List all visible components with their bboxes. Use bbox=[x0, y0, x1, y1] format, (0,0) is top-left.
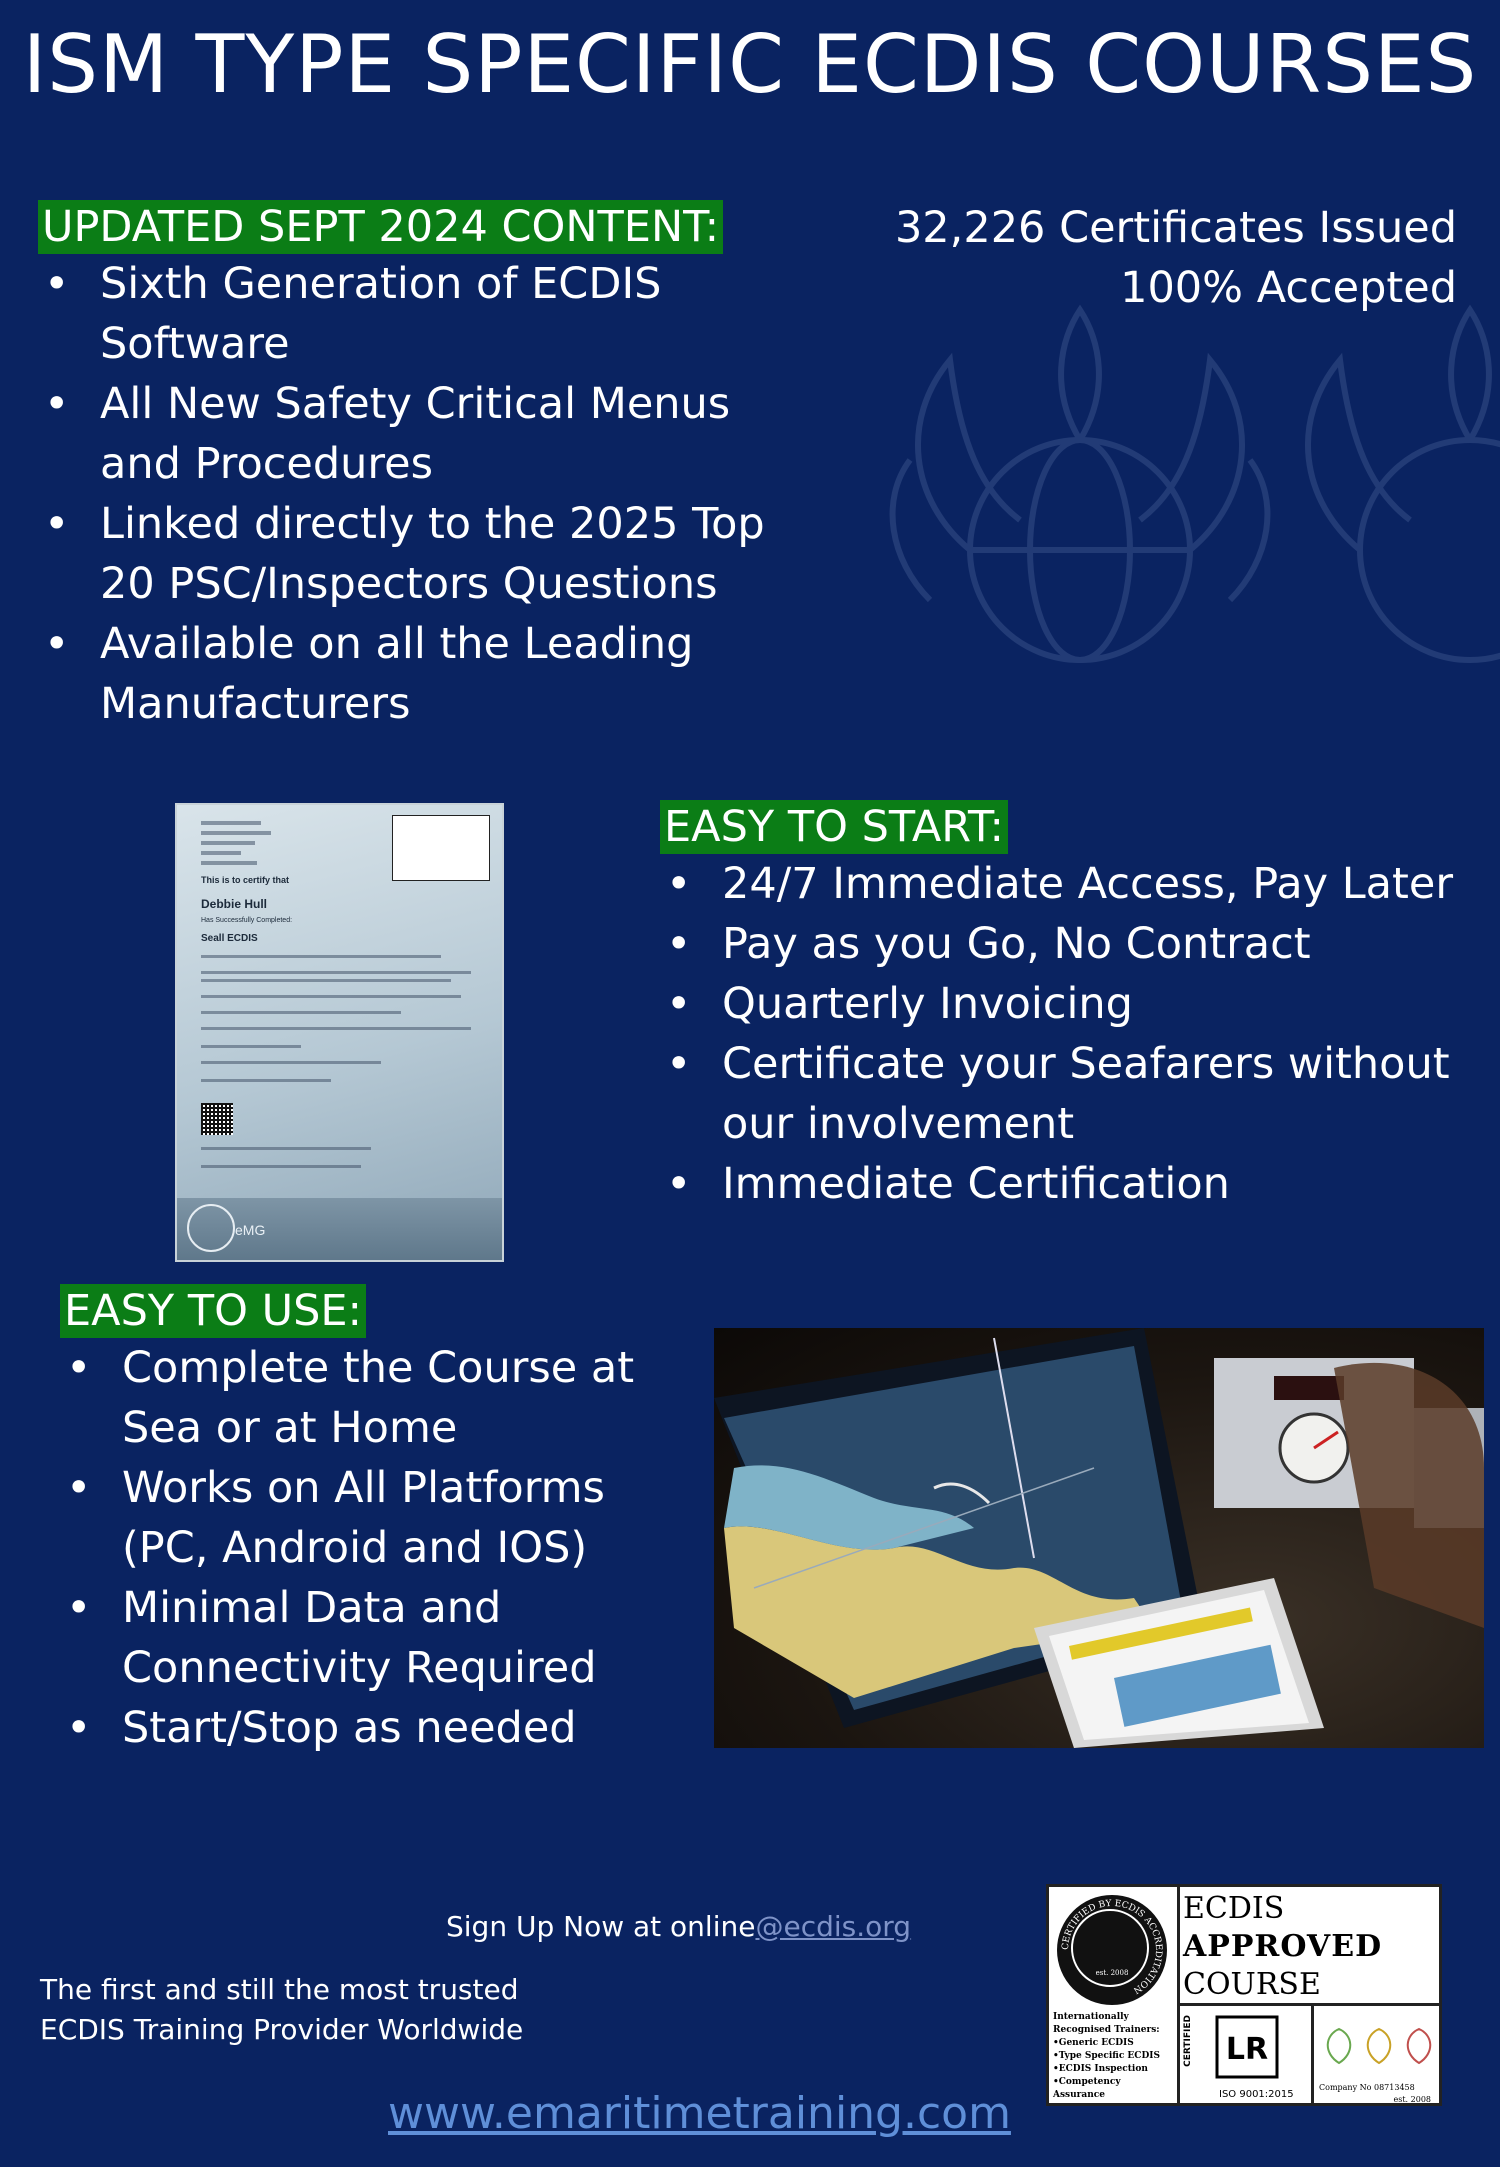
content-list-item: • Sixth Generation of ECDIS Software bbox=[38, 254, 798, 374]
company-number: Company No 08713458 bbox=[1319, 2083, 1415, 2092]
certificate-approved-stamp-icon bbox=[392, 815, 490, 881]
badge-line-course: COURSE bbox=[1183, 1967, 1321, 2002]
signup-text bbox=[446, 1910, 911, 1943]
tagline: The first and still the most trusted ECDIS Training Provider Worldwide bbox=[40, 1973, 524, 2046]
start-heading: EASY TO START: bbox=[660, 800, 1008, 854]
start-list bbox=[660, 854, 1500, 1214]
website-link[interactable]: www.emaritimetraining.com bbox=[388, 2088, 1011, 2139]
start-list-item: • Pay as you Go, No Contract bbox=[660, 914, 1500, 974]
badge-list-title: Internationally Recognised Trainers: bbox=[1053, 2012, 1160, 2035]
start-list-item: • Immediate Certification bbox=[660, 1154, 1500, 1214]
sample-certificate-image bbox=[175, 803, 504, 1262]
svg-text:est. 2008: est. 2008 bbox=[1095, 1969, 1129, 1977]
accreditation-seal-icon bbox=[1057, 1895, 1167, 2005]
content-list-item: • Linked directly to the 2025 Top 20 PSC/Inspectors Questions bbox=[38, 494, 798, 614]
use-list-item: • Works on All Platforms (PC, Android and IOS) bbox=[60, 1458, 700, 1578]
use-heading: EASY TO USE: bbox=[60, 1284, 366, 1338]
certificates-issued: 32,226 Certificates Issued bbox=[894, 203, 1457, 253]
certificate-name: Debbie Hull bbox=[201, 897, 268, 911]
iso-label: ISO 9001:2015 bbox=[1219, 2089, 1294, 2100]
accepted-rate: 100% Accepted bbox=[1120, 263, 1457, 313]
certificate-qr-code-icon bbox=[201, 1103, 233, 1135]
ecdis-bridge-photo bbox=[714, 1328, 1484, 1748]
use-section bbox=[60, 1284, 700, 1758]
content-list-item: • Available on all the Leading Manufacturers bbox=[38, 614, 798, 734]
signup-link[interactable]: @ecdis.org bbox=[755, 1910, 912, 1943]
wings-globe-emblem-icon bbox=[870, 300, 1500, 760]
badge-line-approved: APPROVED bbox=[1183, 1929, 1383, 1964]
page-title: ISM TYPE SPECIFIC ECDIS COURSES bbox=[22, 18, 1478, 111]
start-list-item: • Certificate your Seafarers without our involvement bbox=[660, 1034, 1500, 1154]
ecdis-approved-badge bbox=[1046, 1884, 1442, 2106]
badge-line-ecdis: ECDIS bbox=[1183, 1891, 1285, 1926]
badge-trainer-list bbox=[1053, 2011, 1173, 2102]
certificate-completed-text: Has Successfully Completed: bbox=[201, 917, 293, 924]
svg-text:LR: LR bbox=[1225, 2032, 1269, 2067]
use-list-item: • Start/Stop as needed bbox=[60, 1698, 700, 1758]
badge-established: est. 2008 bbox=[1393, 2095, 1431, 2104]
use-list-item: • Minimal Data and Connectivity Required bbox=[60, 1578, 700, 1698]
svg-text:CERTIFIED BY ECDIS ACCREDITATI: CERTIFIED BY ECDIS ACCREDITATION bbox=[1060, 1898, 1164, 1995]
certificate-course: Seall ECDIS bbox=[201, 933, 258, 944]
certificate-certify-text: This is to certify that bbox=[201, 875, 290, 885]
use-list-item: • Complete the Course at Sea or at Home bbox=[60, 1338, 700, 1458]
start-list-item: • Quarterly Invoicing bbox=[660, 974, 1500, 1034]
emg-logo-icon bbox=[187, 1204, 235, 1252]
badge-list-item: • Competency Assurance bbox=[1053, 2076, 1173, 2102]
certificate-logo-text: eMG bbox=[235, 1222, 266, 1238]
content-list-item: • All New Safety Critical Menus and Procedures bbox=[38, 374, 798, 494]
emblems-icon bbox=[1321, 2023, 1437, 2073]
start-list-item: • 24/7 Immediate Access, Pay Later bbox=[660, 854, 1500, 914]
use-list bbox=[60, 1338, 700, 1758]
content-section bbox=[38, 200, 798, 734]
badge-list-item: • ECDIS Inspection bbox=[1053, 2063, 1173, 2076]
start-section bbox=[660, 800, 1500, 1214]
signup-prefix: Sign Up Now at online bbox=[446, 1910, 756, 1943]
badge-list-item: • Type Specific ECDIS bbox=[1053, 2050, 1173, 2063]
content-list bbox=[38, 254, 798, 734]
content-heading: UPDATED SEPT 2024 CONTENT: bbox=[38, 200, 723, 254]
badge-list-item: • Generic ECDIS bbox=[1053, 2037, 1173, 2050]
lr-certified-label: CERTIFIED bbox=[1183, 2015, 1193, 2067]
